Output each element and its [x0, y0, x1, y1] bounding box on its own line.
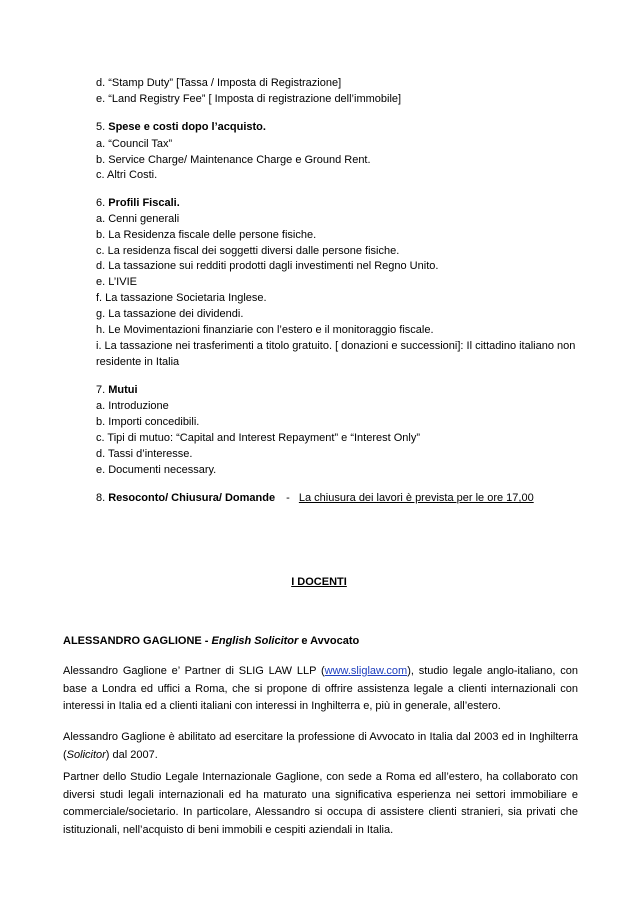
agenda-6e: e. L’IVIE: [96, 276, 137, 288]
section-8-closing-note: La chiusura dei lavori è prevista per le ore 17,00: [298, 492, 534, 504]
section-8-heading: [96, 491, 534, 505]
agenda-6b: b. La Residenza fiscale delle persone fisiche.: [96, 229, 317, 241]
bio-p1-text-b: ), studio legale anglo-italiano, con base a Londra ed uffici a Roma, che si propone di offrire assistenza legale a clienti internazionali con interessi in Italia ed a clienti italiani con interessi in Inghilterra e, più in generale, all’estero.: [63, 665, 578, 712]
teacher-role-suffix: e Avvocato: [298, 635, 360, 647]
agenda-6i-line1: i. La tassazione nei trasferimenti a titolo gratuito. [ donazioni e successioni]: Il cittadino italiano non: [96, 340, 576, 352]
agenda-6d: d. La tassazione sui redditi prodotti dagli investimenti nel Regno Unito.: [96, 260, 439, 272]
agenda-7d: d. Tassi d’interesse.: [96, 448, 193, 460]
section-6-heading: [96, 196, 180, 210]
bio-p2-solicitor: Solicitor: [66, 748, 106, 761]
section-5-title: Spese e costi dopo l’acquisto.: [108, 121, 266, 133]
bio-p2-text-a: Alessandro Gaglione è abilitato ad esercitare la professione di Avvocato in Italia dal 2003 ed in Inghilterra (: [63, 731, 578, 761]
agenda-6f: f. La tassazione Societaria Inglese.: [96, 292, 267, 304]
section-6-title: Profili Fiscali.: [108, 197, 180, 209]
section-8-number: 8.: [96, 492, 109, 504]
teacher-role: English Solicitor: [211, 635, 299, 647]
docenti-heading: I DOCENTI: [291, 576, 347, 588]
agenda-7c: c. Tipi di mutuo: “Capital and Interest Repayment” e “Interest Only”: [96, 432, 421, 444]
section-8-title: Resoconto/ Chiusura/ Domande: [108, 492, 276, 504]
agenda-5b: b. Service Charge/ Maintenance Charge e Ground Rent.: [96, 154, 371, 166]
bio-paragraph-3: Partner dello Studio Legale Internazionale Gaglione, con sede a Roma ed all’estero, ha collaborato con diversi studi legali internazionali ed ha maturato una significativa esperienza nei settori immobiliare e commerciale/societario. In particolare, Alessandro si occupa di assistere clienti stranieri, sia privati che istituzionali, nell’acquisto di beni immobili e cespiti aziendali in Italia.: [63, 771, 578, 836]
section-7-heading: [96, 383, 138, 397]
agenda-4e: e. “Land Registry Fee” [ Imposta di registrazione dell’immobile]: [96, 93, 402, 105]
section-5-number: 5.: [96, 121, 109, 133]
agenda-7b: b. Importi concedibili.: [96, 416, 200, 428]
agenda-6c: c. La residenza fiscal dei soggetti diversi dalle persone fisiche.: [96, 245, 400, 257]
section-6-number: 6.: [96, 197, 109, 209]
agenda-6h: h. Le Movimentazioni finanziarie con l’estero e il monitoraggio fiscale.: [96, 324, 434, 336]
agenda-6i-line2: residente in Italia: [96, 356, 180, 368]
teacher-name-text: ALESSANDRO GAGLIONE -: [63, 635, 212, 647]
section-7-number: 7.: [96, 384, 109, 396]
agenda-5c: c. Altri Costi.: [96, 169, 158, 181]
sliglaw-link[interactable]: www.sliglaw.com: [324, 665, 408, 677]
bio-paragraph-1: [63, 663, 578, 716]
section-7-title: Mutui: [108, 384, 138, 396]
section-8-dash: -: [286, 492, 290, 504]
bio-paragraph-2: [63, 729, 578, 764]
agenda-4d: d. “Stamp Duty” [Tassa / Imposta di Registrazione]: [96, 77, 342, 89]
agenda-5a: a. “Council Tax”: [96, 138, 173, 150]
agenda-7a: a. Introduzione: [96, 400, 169, 412]
agenda-7e: e. Documenti necessary.: [96, 464, 217, 476]
bio-p1-text-a: Alessandro Gaglione e’ Partner di SLIG LAW LLP (: [63, 665, 325, 677]
agenda-6a: a. Cenni generali: [96, 213, 180, 225]
section-5-heading: [96, 120, 266, 134]
bio-p2-text-b: ) dal 2007.: [105, 748, 158, 761]
agenda-6g: g. La tassazione dei dividendi.: [96, 308, 244, 320]
teacher-name: [63, 634, 359, 648]
